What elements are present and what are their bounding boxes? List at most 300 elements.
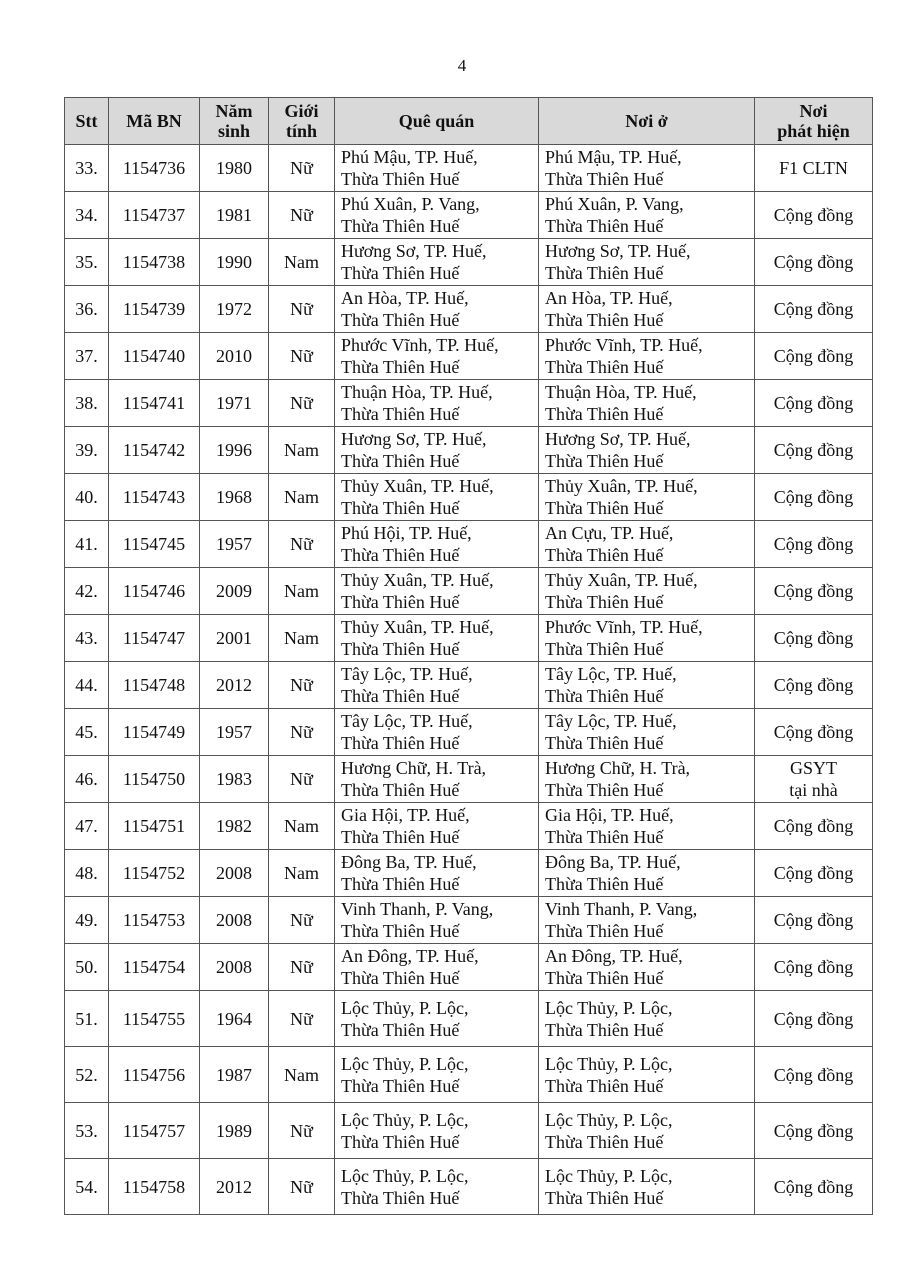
- cell-stt: 44.: [65, 662, 109, 709]
- cell-que-quan-line: Hương Chữ, H. Trà,: [341, 758, 487, 778]
- cell-noi-o-line: Thừa Thiên Huế: [545, 780, 664, 800]
- cell-que-quan-line: Thừa Thiên Huế: [341, 827, 460, 847]
- table-header-row: [65, 98, 873, 145]
- table-row: [65, 568, 873, 615]
- cell-noi-phat-hien-line: Cộng đồng: [773, 1064, 854, 1085]
- header-stt: Stt: [65, 98, 109, 145]
- cell-noi-phat-hien: [755, 286, 873, 333]
- cell-que-quan: [335, 427, 539, 474]
- cell-noi-o-line: Thủy Xuân, TP. Huế,: [545, 476, 698, 496]
- cell-noi-phat-hien: [755, 850, 873, 897]
- cell-que-quan: [335, 850, 539, 897]
- table-row: [65, 709, 873, 756]
- cell-noi-o-line: Thừa Thiên Huế: [545, 498, 664, 518]
- cell-gioi-tinh: Nữ: [269, 145, 335, 192]
- cell-que-quan: [335, 1103, 539, 1159]
- cell-noi-phat-hien-line: Cộng đồng: [773, 910, 854, 930]
- cell-noi-phat-hien: [755, 803, 873, 850]
- table-row: [65, 662, 873, 709]
- cell-nam-sinh: 1982: [200, 803, 269, 850]
- cell-que-quan-line: Phú Hội, TP. Huế,: [341, 523, 472, 543]
- cell-noi-o: [539, 850, 755, 897]
- cell-gioi-tinh: Nam: [269, 474, 335, 521]
- cell-que-quan-line: Thừa Thiên Huế: [341, 216, 460, 236]
- cell-que-quan-line: Lộc Thủy, P. Lộc,: [341, 1053, 469, 1074]
- cell-noi-phat-hien: [755, 615, 873, 662]
- cell-que-quan-line: Thừa Thiên Huế: [341, 310, 460, 330]
- cell-que-quan-line: Thừa Thiên Huế: [341, 686, 460, 706]
- cell-noi-phat-hien: [755, 521, 873, 568]
- cell-noi-o-line: Thừa Thiên Huế: [545, 451, 664, 471]
- cell-noi-phat-hien-line: Cộng đồng: [773, 487, 854, 507]
- cell-ma-bn: 1154755: [109, 991, 200, 1047]
- cell-gioi-tinh: Nam: [269, 1047, 335, 1103]
- cell-noi-o: [539, 192, 755, 239]
- cell-que-quan: [335, 944, 539, 991]
- cell-stt: 38.: [65, 380, 109, 427]
- cell-gioi-tinh: Nữ: [269, 1103, 335, 1159]
- cell-que-quan-line: Phú Xuân, P. Vang,: [341, 194, 480, 214]
- cell-noi-phat-hien-line: F1 CLTN: [779, 158, 848, 178]
- cell-noi-o: [539, 756, 755, 803]
- table-row: [65, 380, 873, 427]
- cell-que-quan-line: Thừa Thiên Huế: [341, 357, 460, 377]
- header-ma-bn: Mã BN: [109, 98, 200, 145]
- cell-noi-phat-hien-line: Cộng đồng: [773, 393, 854, 413]
- cell-gioi-tinh: Nữ: [269, 991, 335, 1047]
- cell-stt: 54.: [65, 1159, 109, 1215]
- cell-noi-o: [539, 944, 755, 991]
- cell-noi-o-line: Thừa Thiên Huế: [545, 1019, 664, 1040]
- cell-que-quan: [335, 145, 539, 192]
- cell-noi-o: [539, 380, 755, 427]
- cell-nam-sinh: 2008: [200, 944, 269, 991]
- cell-gioi-tinh: Nam: [269, 803, 335, 850]
- cell-noi-o-line: Phước Vĩnh, TP. Huế,: [545, 617, 703, 637]
- cell-stt: 41.: [65, 521, 109, 568]
- cell-noi-o: [539, 1103, 755, 1159]
- cell-ma-bn: 1154751: [109, 803, 200, 850]
- cell-noi-o-line: Gia Hội, TP. Huế,: [545, 805, 674, 825]
- cell-que-quan: [335, 615, 539, 662]
- cell-noi-phat-hien-line: Cộng đồng: [773, 863, 854, 883]
- cell-noi-phat-hien-line: Cộng đồng: [773, 440, 854, 460]
- cell-que-quan-line: Thừa Thiên Huế: [341, 1131, 460, 1152]
- cell-noi-phat-hien: [755, 709, 873, 756]
- cell-noi-o-line: Lộc Thủy, P. Lộc,: [545, 1053, 673, 1074]
- cell-nam-sinh: 1957: [200, 521, 269, 568]
- cell-stt: 45.: [65, 709, 109, 756]
- cell-noi-phat-hien-line: Cộng đồng: [773, 628, 854, 648]
- cell-que-quan-line: Thừa Thiên Huế: [341, 169, 460, 189]
- cell-nam-sinh: 1981: [200, 192, 269, 239]
- cell-noi-phat-hien: [755, 944, 873, 991]
- table-row: [65, 286, 873, 333]
- cell-noi-phat-hien: [755, 1159, 873, 1215]
- cell-que-quan-line: Thừa Thiên Huế: [341, 921, 460, 941]
- cell-noi-phat-hien: [755, 1047, 873, 1103]
- cell-ma-bn: 1154748: [109, 662, 200, 709]
- cell-ma-bn: 1154742: [109, 427, 200, 474]
- cell-noi-o-line: Lộc Thủy, P. Lộc,: [545, 1165, 673, 1186]
- cell-que-quan-line: Hương Sơ, TP. Huế,: [341, 241, 487, 261]
- cell-stt: 39.: [65, 427, 109, 474]
- cell-noi-o-line: Thừa Thiên Huế: [545, 592, 664, 612]
- cell-que-quan-line: Thừa Thiên Huế: [341, 874, 460, 894]
- table-row: [65, 1159, 873, 1215]
- header-nam-sinh-line: sinh: [217, 121, 251, 141]
- cell-noi-o: [539, 1159, 755, 1215]
- cell-noi-o-line: Thừa Thiên Huế: [545, 686, 664, 706]
- cell-nam-sinh: 1990: [200, 239, 269, 286]
- cell-que-quan-line: Thừa Thiên Huế: [341, 545, 460, 565]
- cell-gioi-tinh: Nữ: [269, 1159, 335, 1215]
- cell-que-quan-line: Thừa Thiên Huế: [341, 592, 460, 612]
- cell-que-quan: [335, 474, 539, 521]
- cell-noi-phat-hien-line: Cộng đồng: [773, 816, 854, 836]
- cell-nam-sinh: 2012: [200, 1159, 269, 1215]
- cell-noi-o-line: Vinh Thanh, P. Vang,: [545, 899, 698, 919]
- cell-nam-sinh: 1989: [200, 1103, 269, 1159]
- cell-gioi-tinh: Nam: [269, 427, 335, 474]
- table-row: [65, 897, 873, 944]
- cell-noi-o: [539, 803, 755, 850]
- cell-nam-sinh: 1968: [200, 474, 269, 521]
- cell-nam-sinh: 2008: [200, 850, 269, 897]
- header-gioi-tinh-line: tính: [285, 121, 318, 141]
- cell-que-quan-line: Thừa Thiên Huế: [341, 639, 460, 659]
- cell-noi-o-line: Lộc Thủy, P. Lộc,: [545, 1109, 673, 1130]
- cell-noi-o-line: Thừa Thiên Huế: [545, 545, 664, 565]
- cell-stt: 52.: [65, 1047, 109, 1103]
- cell-ma-bn: 1154757: [109, 1103, 200, 1159]
- cell-ma-bn: 1154736: [109, 145, 200, 192]
- header-nam-sinh-line: Năm: [215, 101, 253, 121]
- cell-que-quan: [335, 521, 539, 568]
- cell-stt: 35.: [65, 239, 109, 286]
- cell-noi-phat-hien: [755, 380, 873, 427]
- cell-noi-phat-hien: [755, 991, 873, 1047]
- header-que-quan: Quê quán: [335, 98, 539, 145]
- header-noi-phat-hien-line: Nơi: [799, 101, 828, 121]
- cell-que-quan-line: Thừa Thiên Huế: [341, 1187, 460, 1208]
- cell-que-quan-line: Thừa Thiên Huế: [341, 1019, 460, 1040]
- cell-nam-sinh: 2010: [200, 333, 269, 380]
- cell-que-quan-line: Thừa Thiên Huế: [341, 404, 460, 424]
- cell-noi-o: [539, 568, 755, 615]
- cell-stt: 48.: [65, 850, 109, 897]
- cell-que-quan: [335, 803, 539, 850]
- table-row: [65, 1103, 873, 1159]
- header-nam-sinh: [200, 98, 269, 145]
- cell-que-quan-line: Thuận Hòa, TP. Huế,: [341, 382, 493, 402]
- cell-stt: 37.: [65, 333, 109, 380]
- table-row: [65, 850, 873, 897]
- cell-noi-o-line: Hương Chữ, H. Trà,: [545, 758, 691, 778]
- cell-que-quan: [335, 897, 539, 944]
- cell-gioi-tinh: Nữ: [269, 756, 335, 803]
- cell-noi-phat-hien: [755, 897, 873, 944]
- cell-que-quan-line: Đông Ba, TP. Huế,: [341, 852, 477, 872]
- cell-noi-phat-hien: [755, 1103, 873, 1159]
- header-noi-phat-hien: [755, 98, 873, 145]
- cell-nam-sinh: 1987: [200, 1047, 269, 1103]
- cell-noi-phat-hien-line: Cộng đồng: [773, 675, 854, 695]
- cell-que-quan: [335, 709, 539, 756]
- table-row: [65, 427, 873, 474]
- cell-noi-o-line: Đông Ba, TP. Huế,: [545, 852, 681, 872]
- cell-nam-sinh: 1971: [200, 380, 269, 427]
- cell-nam-sinh: 2012: [200, 662, 269, 709]
- cell-que-quan-line: Thừa Thiên Huế: [341, 1075, 460, 1096]
- cell-gioi-tinh: Nữ: [269, 897, 335, 944]
- cell-noi-o-line: Thừa Thiên Huế: [545, 169, 664, 189]
- header-gioi-tinh-line: Giới: [284, 101, 319, 121]
- table-row: [65, 991, 873, 1047]
- cell-ma-bn: 1154738: [109, 239, 200, 286]
- cell-ma-bn: 1154745: [109, 521, 200, 568]
- cell-que-quan: [335, 662, 539, 709]
- cell-que-quan-line: Thủy Xuân, TP. Huế,: [341, 476, 494, 496]
- cell-noi-phat-hien: [755, 333, 873, 380]
- cell-que-quan: [335, 333, 539, 380]
- cell-gioi-tinh: Nữ: [269, 944, 335, 991]
- cell-gioi-tinh: Nam: [269, 615, 335, 662]
- cell-que-quan: [335, 380, 539, 427]
- cell-stt: 40.: [65, 474, 109, 521]
- cell-noi-phat-hien-line: Cộng đồng: [773, 1008, 854, 1029]
- cell-noi-phat-hien: [755, 239, 873, 286]
- cell-ma-bn: 1154758: [109, 1159, 200, 1215]
- table-row: [65, 803, 873, 850]
- cell-nam-sinh: 1983: [200, 756, 269, 803]
- cell-que-quan-line: Vinh Thanh, P. Vang,: [341, 899, 494, 919]
- cell-que-quan: [335, 192, 539, 239]
- cell-que-quan: [335, 568, 539, 615]
- table-row: [65, 756, 873, 803]
- cell-noi-o-line: An Hòa, TP. Huế,: [545, 288, 673, 308]
- table-row: [65, 615, 873, 662]
- table-body: [65, 145, 873, 1215]
- cell-ma-bn: 1154754: [109, 944, 200, 991]
- cell-noi-phat-hien-line: Cộng đồng: [773, 252, 854, 272]
- cell-stt: 49.: [65, 897, 109, 944]
- header-noi-phat-hien-line: phát hiện: [777, 121, 850, 141]
- cell-noi-o-line: Thủy Xuân, TP. Huế,: [545, 570, 698, 590]
- cell-ma-bn: 1154740: [109, 333, 200, 380]
- cell-ma-bn: 1154743: [109, 474, 200, 521]
- table-row: [65, 145, 873, 192]
- cell-noi-o-line: Thừa Thiên Huế: [545, 639, 664, 659]
- cell-ma-bn: 1154746: [109, 568, 200, 615]
- cell-noi-phat-hien: [755, 756, 873, 803]
- cell-que-quan-line: Phú Mậu, TP. Huế,: [341, 147, 478, 167]
- cell-noi-phat-hien: [755, 427, 873, 474]
- table-row: [65, 1047, 873, 1103]
- table-row: [65, 192, 873, 239]
- cell-noi-o: [539, 474, 755, 521]
- cell-que-quan-line: An Hòa, TP. Huế,: [341, 288, 469, 308]
- cell-gioi-tinh: Nữ: [269, 333, 335, 380]
- cell-que-quan-line: Tây Lộc, TP. Huế,: [341, 711, 473, 731]
- cell-noi-o-line: Phú Xuân, P. Vang,: [545, 194, 684, 214]
- cell-noi-o-line: Thừa Thiên Huế: [545, 216, 664, 236]
- cell-gioi-tinh: Nữ: [269, 192, 335, 239]
- cell-noi-o: [539, 897, 755, 944]
- cell-noi-o: [539, 662, 755, 709]
- cell-noi-o-line: Thừa Thiên Huế: [545, 1187, 664, 1208]
- cell-noi-phat-hien-line: Cộng đồng: [773, 581, 854, 601]
- cell-gioi-tinh: Nam: [269, 239, 335, 286]
- cell-noi-phat-hien: [755, 192, 873, 239]
- cell-que-quan-line: Lộc Thủy, P. Lộc,: [341, 997, 469, 1018]
- cell-que-quan-line: Tây Lộc, TP. Huế,: [341, 664, 473, 684]
- cell-noi-o-line: Thừa Thiên Huế: [545, 310, 664, 330]
- cell-noi-phat-hien-line: GSYT: [789, 758, 837, 778]
- cell-stt: 43.: [65, 615, 109, 662]
- cell-stt: 47.: [65, 803, 109, 850]
- cell-noi-o: [539, 521, 755, 568]
- header-noi-o: Nơi ở: [539, 98, 755, 145]
- cell-stt: 42.: [65, 568, 109, 615]
- cell-noi-phat-hien: [755, 145, 873, 192]
- cell-noi-o-line: Thuận Hòa, TP. Huế,: [545, 382, 697, 402]
- cell-que-quan: [335, 1159, 539, 1215]
- cell-que-quan-line: Lộc Thủy, P. Lộc,: [341, 1109, 469, 1130]
- cell-noi-o-line: Thừa Thiên Huế: [545, 357, 664, 377]
- cell-stt: 46.: [65, 756, 109, 803]
- cell-noi-o: [539, 333, 755, 380]
- cell-que-quan-line: Hương Sơ, TP. Huế,: [341, 429, 487, 449]
- table-row: [65, 944, 873, 991]
- cell-noi-o-line: Phú Mậu, TP. Huế,: [545, 147, 682, 167]
- cell-que-quan: [335, 1047, 539, 1103]
- cell-noi-o-line: Tây Lộc, TP. Huế,: [545, 711, 677, 731]
- cell-que-quan-line: Thừa Thiên Huế: [341, 263, 460, 283]
- cell-noi-o-line: Tây Lộc, TP. Huế,: [545, 664, 677, 684]
- cell-noi-phat-hien-line: Cộng đồng: [773, 299, 854, 319]
- cell-noi-phat-hien-line: Cộng đồng: [773, 346, 854, 366]
- cell-stt: 51.: [65, 991, 109, 1047]
- cell-que-quan: [335, 991, 539, 1047]
- cell-gioi-tinh: Nữ: [269, 286, 335, 333]
- cell-ma-bn: 1154749: [109, 709, 200, 756]
- cell-que-quan-line: Thừa Thiên Huế: [341, 498, 460, 518]
- cell-nam-sinh: 2009: [200, 568, 269, 615]
- cell-nam-sinh: 1972: [200, 286, 269, 333]
- cell-noi-o: [539, 145, 755, 192]
- cell-noi-phat-hien-line: Cộng đồng: [773, 205, 854, 225]
- cell-nam-sinh: 1964: [200, 991, 269, 1047]
- cell-noi-o: [539, 286, 755, 333]
- cell-stt: 53.: [65, 1103, 109, 1159]
- cell-que-quan-line: Phước Vĩnh, TP. Huế,: [341, 335, 499, 355]
- cell-noi-o: [539, 427, 755, 474]
- cell-noi-o-line: Thừa Thiên Huế: [545, 263, 664, 283]
- cell-gioi-tinh: Nam: [269, 850, 335, 897]
- cell-noi-o-line: Thừa Thiên Huế: [545, 874, 664, 894]
- cell-ma-bn: 1154753: [109, 897, 200, 944]
- cell-noi-phat-hien: [755, 662, 873, 709]
- cell-gioi-tinh: Nữ: [269, 521, 335, 568]
- cell-ma-bn: 1154737: [109, 192, 200, 239]
- cell-que-quan: [335, 239, 539, 286]
- cell-noi-o: [539, 709, 755, 756]
- cell-gioi-tinh: Nam: [269, 568, 335, 615]
- page-number: 4: [457, 56, 467, 75]
- cell-noi-o: [539, 239, 755, 286]
- cell-que-quan-line: An Đông, TP. Huế,: [341, 946, 479, 966]
- cell-noi-phat-hien-line: Cộng đồng: [773, 534, 854, 554]
- cell-nam-sinh: 1957: [200, 709, 269, 756]
- table-row: [65, 333, 873, 380]
- cell-que-quan-line: Thừa Thiên Huế: [341, 451, 460, 471]
- cell-nam-sinh: 1980: [200, 145, 269, 192]
- cell-que-quan-line: Thủy Xuân, TP. Huế,: [341, 570, 494, 590]
- cell-gioi-tinh: Nữ: [269, 662, 335, 709]
- cell-noi-phat-hien: [755, 568, 873, 615]
- table-row: [65, 239, 873, 286]
- cell-que-quan-line: Thừa Thiên Huế: [341, 733, 460, 753]
- cell-noi-o-line: Hương Sơ, TP. Huế,: [545, 241, 691, 261]
- cell-noi-phat-hien-line: tại nhà: [789, 780, 838, 800]
- cell-ma-bn: 1154752: [109, 850, 200, 897]
- cell-que-quan-line: Lộc Thủy, P. Lộc,: [341, 1165, 469, 1186]
- cell-noi-o-line: Thừa Thiên Huế: [545, 404, 664, 424]
- cell-nam-sinh: 2001: [200, 615, 269, 662]
- cell-noi-o: [539, 991, 755, 1047]
- cell-noi-o: [539, 615, 755, 662]
- cell-noi-o-line: Hương Sơ, TP. Huế,: [545, 429, 691, 449]
- cell-que-quan-line: Thừa Thiên Huế: [341, 780, 460, 800]
- cell-ma-bn: 1154747: [109, 615, 200, 662]
- cell-noi-o-line: Thừa Thiên Huế: [545, 1131, 664, 1152]
- table-row: [65, 521, 873, 568]
- cell-noi-o-line: Thừa Thiên Huế: [545, 968, 664, 988]
- cell-gioi-tinh: Nữ: [269, 709, 335, 756]
- patient-table: [64, 97, 873, 1215]
- cell-noi-phat-hien-line: Cộng đồng: [773, 1120, 854, 1141]
- cell-noi-phat-hien-line: Cộng đồng: [773, 957, 854, 977]
- cell-noi-o-line: Phước Vĩnh, TP. Huế,: [545, 335, 703, 355]
- cell-stt: 36.: [65, 286, 109, 333]
- cell-noi-o-line: An Đông, TP. Huế,: [545, 946, 683, 966]
- table-row: [65, 474, 873, 521]
- cell-noi-o-line: Thừa Thiên Huế: [545, 733, 664, 753]
- cell-que-quan: [335, 286, 539, 333]
- cell-stt: 33.: [65, 145, 109, 192]
- cell-noi-phat-hien-line: Cộng đồng: [773, 722, 854, 742]
- cell-stt: 50.: [65, 944, 109, 991]
- cell-noi-o-line: An Cựu, TP. Huế,: [545, 523, 674, 543]
- cell-noi-phat-hien-line: Cộng đồng: [773, 1176, 854, 1197]
- cell-ma-bn: 1154741: [109, 380, 200, 427]
- cell-noi-o-line: Thừa Thiên Huế: [545, 921, 664, 941]
- cell-noi-o-line: Thừa Thiên Huế: [545, 827, 664, 847]
- cell-que-quan-line: Thủy Xuân, TP. Huế,: [341, 617, 494, 637]
- cell-gioi-tinh: Nữ: [269, 380, 335, 427]
- cell-ma-bn: 1154750: [109, 756, 200, 803]
- cell-nam-sinh: 1996: [200, 427, 269, 474]
- cell-que-quan: [335, 756, 539, 803]
- header-gioi-tinh: [269, 98, 335, 145]
- cell-noi-o: [539, 1047, 755, 1103]
- cell-nam-sinh: 2008: [200, 897, 269, 944]
- cell-ma-bn: 1154756: [109, 1047, 200, 1103]
- cell-noi-o-line: Thừa Thiên Huế: [545, 1075, 664, 1096]
- cell-que-quan-line: Thừa Thiên Huế: [341, 968, 460, 988]
- cell-noi-phat-hien: [755, 474, 873, 521]
